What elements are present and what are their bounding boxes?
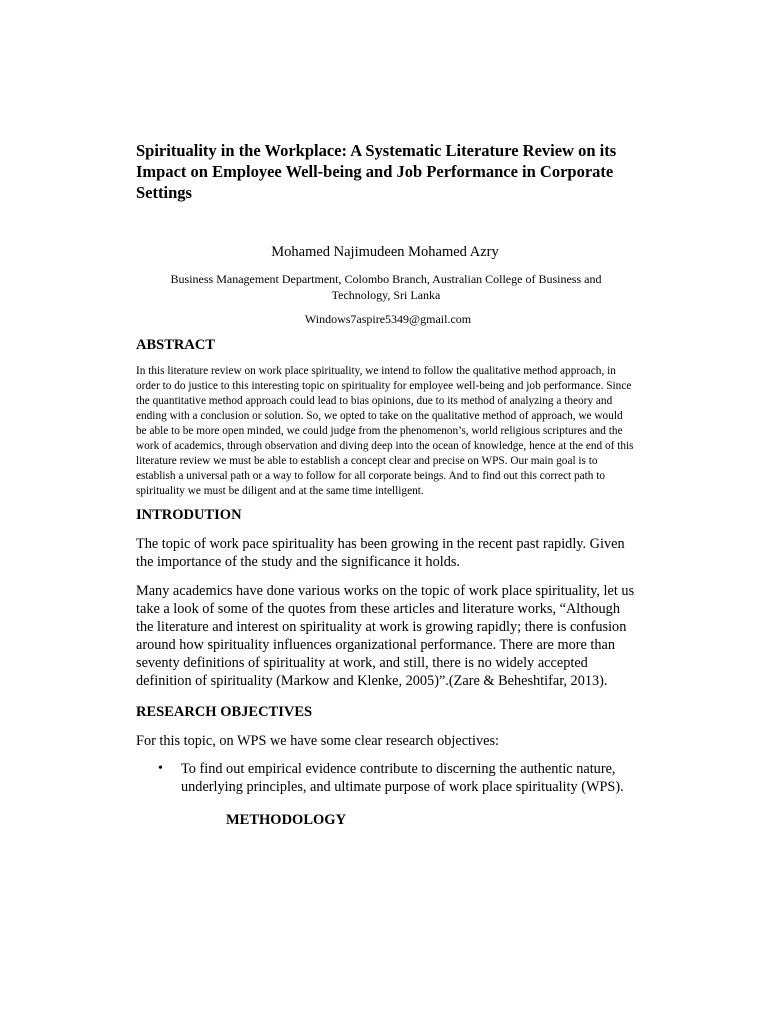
bullet-icon: • [158,761,163,776]
abstract-heading: ABSTRACT [136,337,215,353]
methodology-heading: METHODOLOGY [226,812,347,828]
author-affiliation: Business Management Department, Colombo Branch, Australian College of Business and Technology, Sri Lanka [170,272,602,302]
research-objectives-intro: For this topic, on WPS we have some clear research objectives: [136,733,500,749]
abstract-text: In this literature review on work place spirituality, we intend to follow the qualitative method approach, in order to do justice to this interesting topic on spirituality for employee well-being and job performance. Since the quantitative method approach could lead to bias opinions, due to its method of analyzing a theory and ending with a conclusion or solution. So, we opted to take on the qualitative method of approach, we would be able to be more open minded, we could judge from the phenomenon’s, world religious scriptures and the work of academics, through observation and diving deep into the ocean of knowledge, hence at the end of this literature review we must be able to establish a concept clear and precise on WPS. Our main goal is to establish a universal path or a way to follow for all corporate beings. And to find out this correct path to spirituality we must be diligent and at the same time intelligent. [136,365,634,497]
list-item-text: To find out empirical evidence contribute to discerning the authentic nature, underlying principles, and ultimate purpose of work place spirituality (WPS). [181,761,624,795]
list-item [136,760,636,796]
introduction-paragraph-1: The topic of work pace spirituality has been growing in the recent past rapidly. Given the importance of the study and the significance it holds. [136,536,625,570]
research-objectives-heading: RESEARCH OBJECTIVES [136,704,313,720]
author-name: Mohamed Najimudeen Mohamed Azry [271,244,499,260]
objectives-list [136,760,636,796]
author-email: Windows7aspire5349@gmail.com [304,312,472,326]
introduction-paragraph-2: Many academics have done various works on the topic of work place spirituality, let us take a look of some of the quotes from these articles and literature works, “Although the literature and interest on spirituality at work is growing rapidly; there is confusion around how spirituality influences organizational performance. There are more than seventy definitions of spirituality at work, and still, there is no widely accepted definition of spirituality (Markow and Klenke, 2005)”.(Zare & Beheshtifar, 2013). [136,583,635,689]
document-page [136,140,636,829]
document-title: Spirituality in the Workplace: A Systematic Literature Review on its Impact on Employee Well-being and Job Performance in Corporate Settings [136,141,617,202]
introduction-heading: INTRODUTION [136,507,242,523]
